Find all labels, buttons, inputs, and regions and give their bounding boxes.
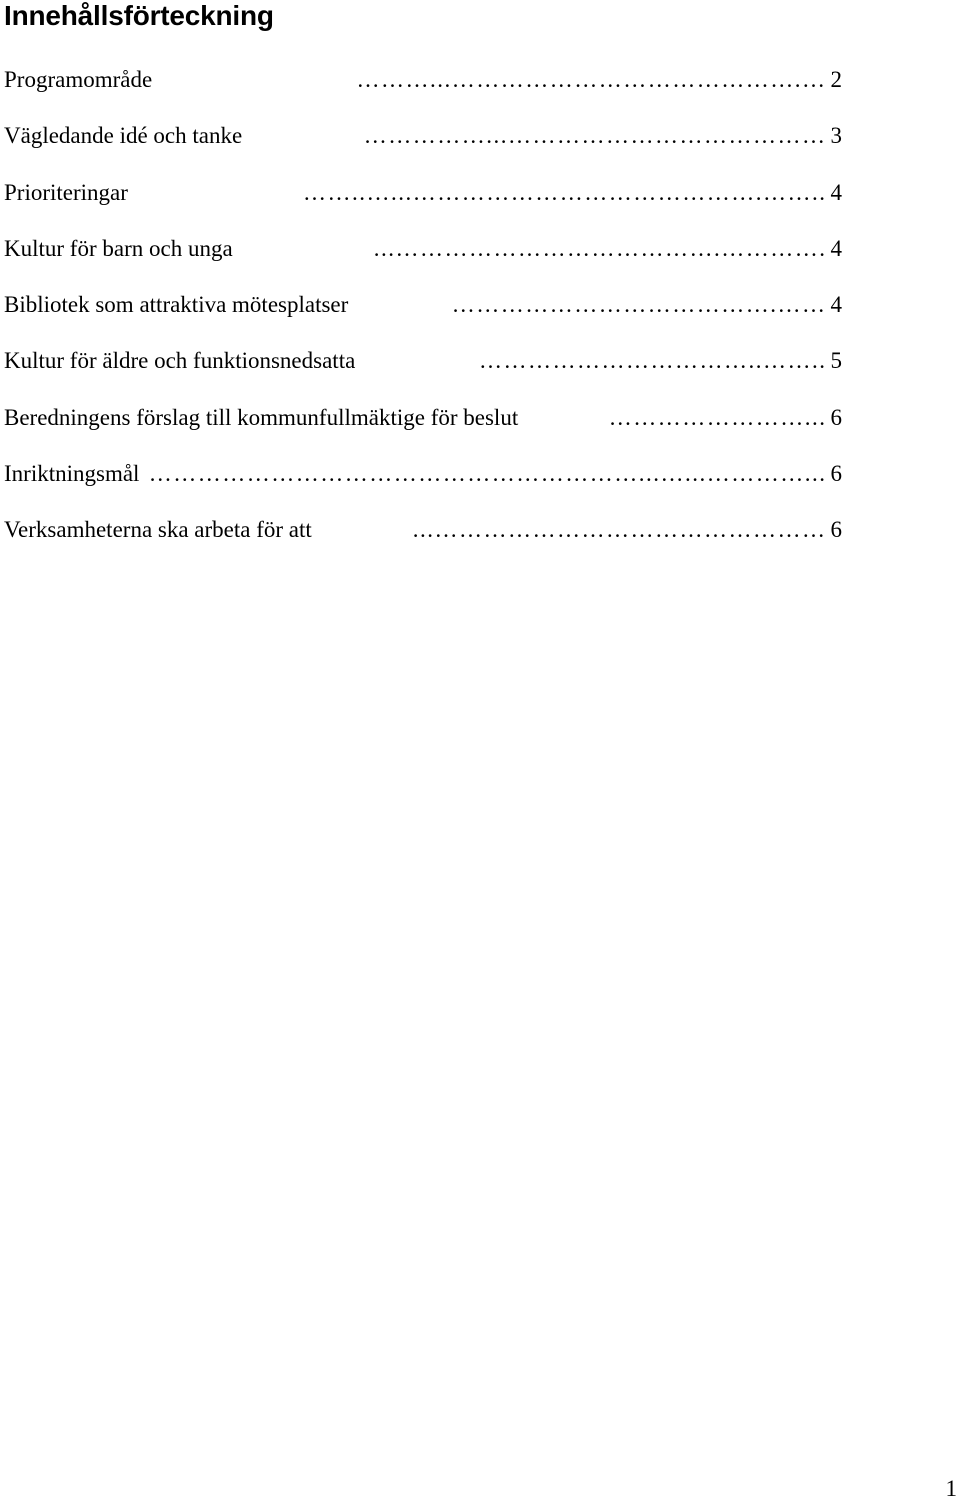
toc-entry-page: 5	[830, 348, 842, 374]
toc-entry-label: Bibliotek som attraktiva mötesplatser	[4, 292, 349, 318]
toc-entry-page: 3	[830, 123, 842, 149]
toc-leader-text: ……..…...…………………………………….……..	[303, 179, 827, 205]
toc-leader-text: ……………...…………………………………	[363, 123, 827, 149]
toc-leader-text: ……………………...	[608, 404, 827, 430]
toc-leader-dots	[233, 233, 831, 265]
toc-entry-label: Kultur för äldre och funktionsnedsatta	[4, 348, 356, 374]
toc-heading: Innehållsförteckning	[4, 0, 274, 31]
toc-leader-text: ...………………………………….………….	[373, 235, 827, 261]
page-number: 1	[945, 1476, 957, 1501]
toc-leader-text: ...…………………………………………	[412, 517, 827, 543]
toc-entry-page: 6	[830, 461, 842, 487]
toc-entry-label: Inriktningsmål	[4, 461, 140, 487]
toc-entry-page: 2	[830, 67, 842, 92]
toc-entry-label: Kultur för barn och unga	[4, 235, 233, 261]
toc-entry-page: 4	[830, 179, 842, 205]
toc-leader-text: ……………………………..……..	[479, 348, 827, 374]
toc-entry-inriktningsmal[interactable]	[4, 458, 842, 514]
toc-entry-page: 6	[830, 517, 842, 543]
toc-entry-verksamheterna[interactable]	[4, 514, 842, 570]
toc-entry-vagledande-ide[interactable]	[4, 120, 842, 176]
toc-leader-dots	[348, 289, 830, 321]
toc-entry-kultur-aldre[interactable]	[4, 345, 842, 401]
toc-leader-dots	[128, 177, 831, 209]
toc-leader-dots	[242, 120, 830, 152]
toc-leader-text: ………...…………………………………….…	[356, 67, 827, 92]
toc-entry-kultur-barn-unga[interactable]	[4, 233, 842, 289]
toc-entry-programomrade[interactable]	[4, 64, 842, 120]
toc-leader-dots	[139, 458, 830, 490]
toc-entry-page: 6	[830, 404, 842, 430]
toc-entry-label: Beredningens förslag till kommunfullmäktige för beslut	[4, 404, 519, 430]
toc-leader-text: ……………………………………………………...…...…………...	[148, 461, 827, 487]
toc-leader-text: ………………………………….……	[451, 292, 827, 318]
toc-leader-dots	[518, 402, 830, 434]
toc-leader-dots	[152, 64, 830, 96]
table-of-contents	[4, 64, 842, 571]
toc-entry-page: 4	[830, 292, 842, 318]
toc-entry-beredningens-forslag[interactable]	[4, 402, 842, 458]
toc-entry-label: Vägledande idé och tanke	[4, 123, 243, 149]
toc-entry-prioriteringar[interactable]	[4, 177, 842, 233]
toc-entry-label: Verksamheterna ska arbeta för att	[4, 517, 312, 543]
toc-leader-dots	[312, 514, 831, 546]
toc-entry-label: Programområde	[4, 67, 153, 92]
toc-leader-dots	[355, 345, 830, 377]
toc-entry-page: 4	[830, 235, 842, 261]
toc-entry-label: Prioriteringar	[4, 179, 128, 205]
toc-entry-bibliotek[interactable]	[4, 289, 842, 345]
